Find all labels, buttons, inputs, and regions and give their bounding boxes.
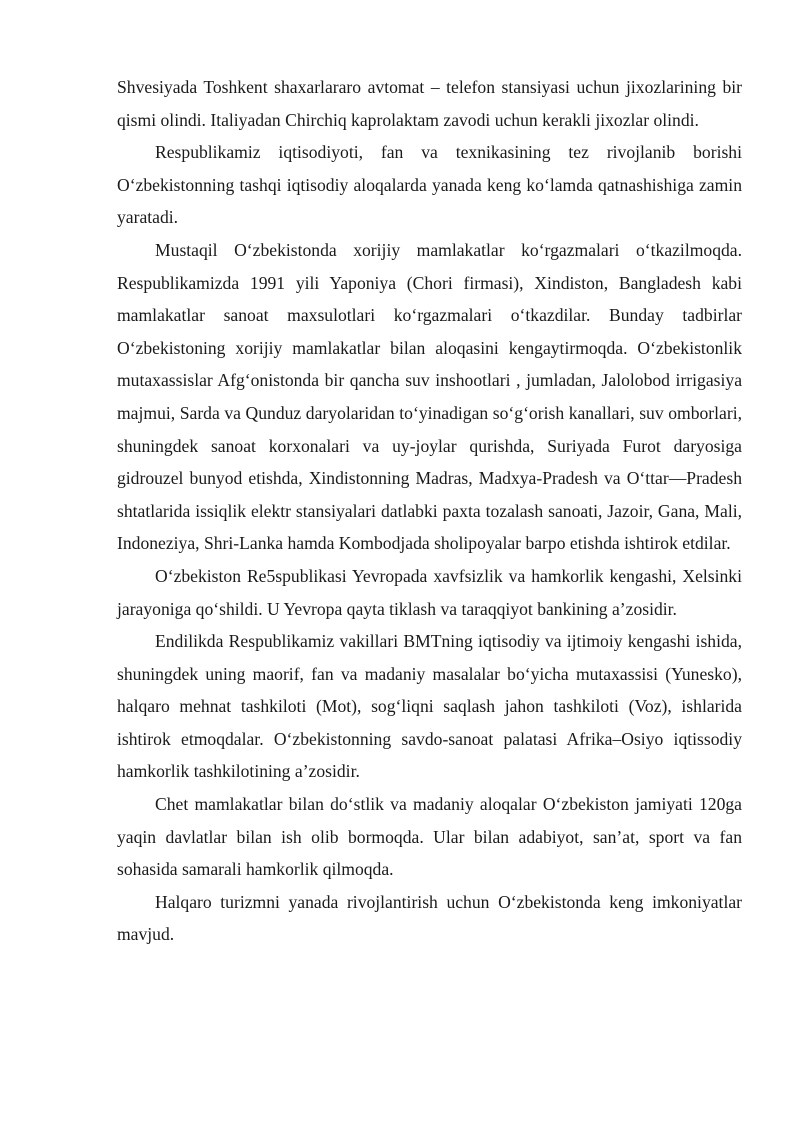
document-body (117, 71, 742, 951)
paragraph: Mustaqil O‘zbekistonda xorijiy mamlakatlar ko‘rgazmalari o‘tkazilmoqda. Respublikamizda 1991 yili Yaponiya (Chori firmasi), Xindiston, Bangladesh kabi mamlakatlar sanoat maxsulotlari ko‘rgazmalari o‘tkazdilar. Bunday tadbirlar O‘zbekistoning xorijiy mamlakatlar bilan aloqasini kengaytirmoqda. O‘zbekistonlik mutaxassislar Afg‘onistonda bir qancha suv inshootlari , jumladan, Jalolobod irrigasiya majmui, Sarda va Qunduz daryolaridan to‘yinadigan so‘g‘orish kanallari, suv omborlari, shuningdek sanoat korxonalari va uy-joylar qurishda, Suriyada Furot daryosiga gidrouzel bunyod etishda, Xindistonning Madras, Madxya-Pradesh va O‘ttar—Pradesh shtatlarida issiqlik elektr stansiyalari datlabki paxta tozalash sanoati, Jazoir, Gana, Mali, Indoneziya, Shri-Lanka hamda Kombodjada sholipoyalar barpo etishda ishtirok etdilar. (117, 239, 742, 554)
paragraph-continuation: Shvesiyada Toshkent shaxarlararo avtomat – telefon stansiyasi uchun jixozlarining bir qismi olindi. Italiyadan Chirchiq kaprolaktam zavodi uchun kerakli jixozlar olindi. (117, 77, 742, 130)
paragraph: O‘zbekiston Re5spublikasi Yevropada xavfsizlik va hamkorlik kengashi, Xelsinki jarayoniga qo‘shildi. U Yevropa qayta tiklash va taraqqiyot bankining a’zosidir. (117, 565, 742, 619)
paragraph: Respublikamiz iqtisodiyoti, fan va texnikasining tez rivojlanib borishi O‘zbekistonning tashqi iqtisodiy aloqalarda yanada keng ko‘lamda qatnashishiga zamin yaratadi. (117, 142, 742, 228)
paragraph: Halqaro turizmni yanada rivojlantirish uchun O‘zbekistonda keng imkoniyatlar mavjud. (117, 891, 742, 945)
paragraph: Chet mamlakatlar bilan do‘stlik va madaniy aloqalar O‘zbekiston jamiyati 120ga yaqin davlatlar bilan ish olib bormoqda. Ular bilan adabiyot, san’at, sport va fan sohasida samarali hamkorlik qilmoqda. (117, 794, 742, 880)
paragraph: Endilikda Respublikamiz vakillari BMTning iqtisodiy va ijtimoiy kengashi ishida, shuningdek uning maorif, fan va madaniy masalalar bo‘yicha mutaxassisi (Yunesko), halqaro mehnat tashkiloti (Mot), sog‘liqni saqlash jahon tashkiloti (Voz), ishlarida ishtirok etmoqdalar. O‘zbekistonning savdo-sanoat palatasi Afrika–Osiyo iqtissodiy hamkorlik tashkilotining a’zosidir. (117, 631, 742, 782)
